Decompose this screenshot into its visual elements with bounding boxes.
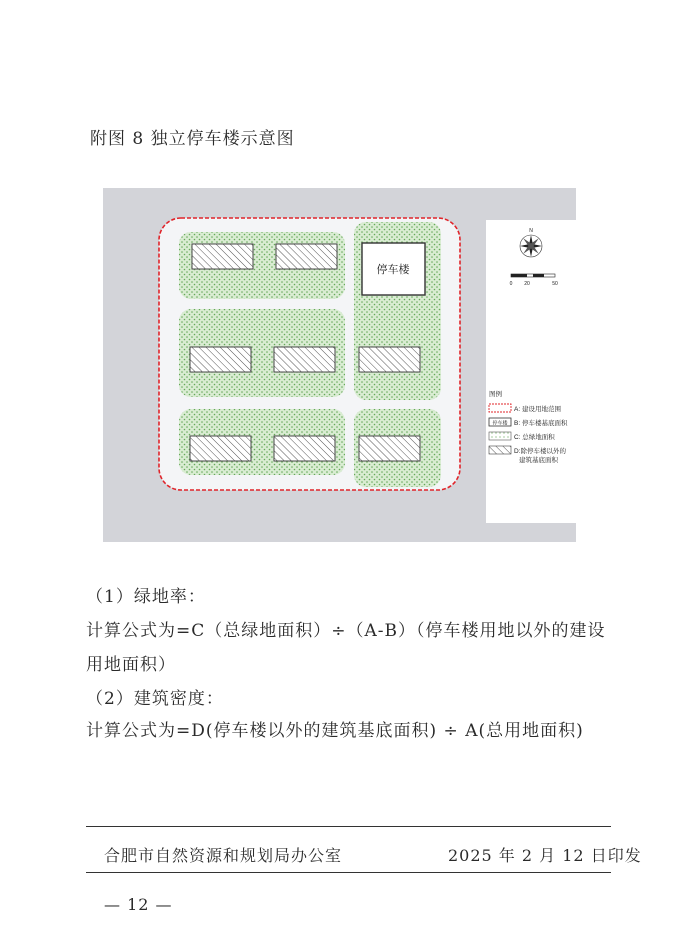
building-2	[276, 244, 337, 269]
item2-formula: 计算公式为=D(停车楼以外的建筑基底面积) ÷ A(总用地面积)	[86, 721, 584, 741]
parking-building-label: 停车楼	[376, 264, 410, 276]
legend-swatch-hatch	[489, 446, 511, 454]
site-plan-figure	[103, 188, 576, 542]
item1-formula-line1: 计算公式为=C（总绿地面积）÷（A-B）（停车楼用地以外的建设	[86, 621, 606, 641]
footer-date: 2025 年 2 月 12 日印发	[448, 846, 642, 865]
legend-label-d: D:除停车楼以外的	[514, 448, 566, 455]
legend-label-c: C: 总绿地面积	[514, 434, 555, 441]
legend-label-d-cont: 建筑基底面积	[519, 457, 558, 464]
footer-issuer: 合肥市自然资源和规划局办公室	[104, 846, 343, 865]
legend-label-a: A: 建设用地范围	[514, 406, 561, 413]
building-8	[359, 436, 420, 461]
legend-label-b: B: 停车楼基底面积	[514, 420, 568, 427]
building-7	[274, 436, 335, 461]
item1-heading: （1）绿地率：	[86, 587, 206, 607]
legend-swatch-green	[489, 432, 511, 440]
building-6	[190, 436, 251, 461]
item1-formula-line2: 用地面积）	[86, 655, 176, 675]
legend-title: 图例	[489, 391, 502, 398]
item2-heading: （2）建筑密度：	[86, 689, 224, 709]
scale-tick-0: 0	[509, 281, 513, 287]
figure-title: 附图 8 独立停车楼示意图	[90, 129, 295, 149]
legend-background	[486, 220, 576, 523]
footer-top-divider	[86, 826, 611, 827]
building-4	[274, 347, 335, 372]
building-1	[192, 244, 253, 269]
legend-swatch-parking-text: 停车楼	[492, 420, 508, 427]
building-5	[359, 347, 420, 372]
north-label: N	[529, 228, 533, 234]
building-3	[190, 347, 251, 372]
page-number: — 12 —	[104, 895, 173, 914]
scale-tick-50: 50	[552, 281, 558, 287]
footer-bottom-divider	[86, 872, 611, 873]
scale-tick-20: 20	[524, 281, 530, 287]
